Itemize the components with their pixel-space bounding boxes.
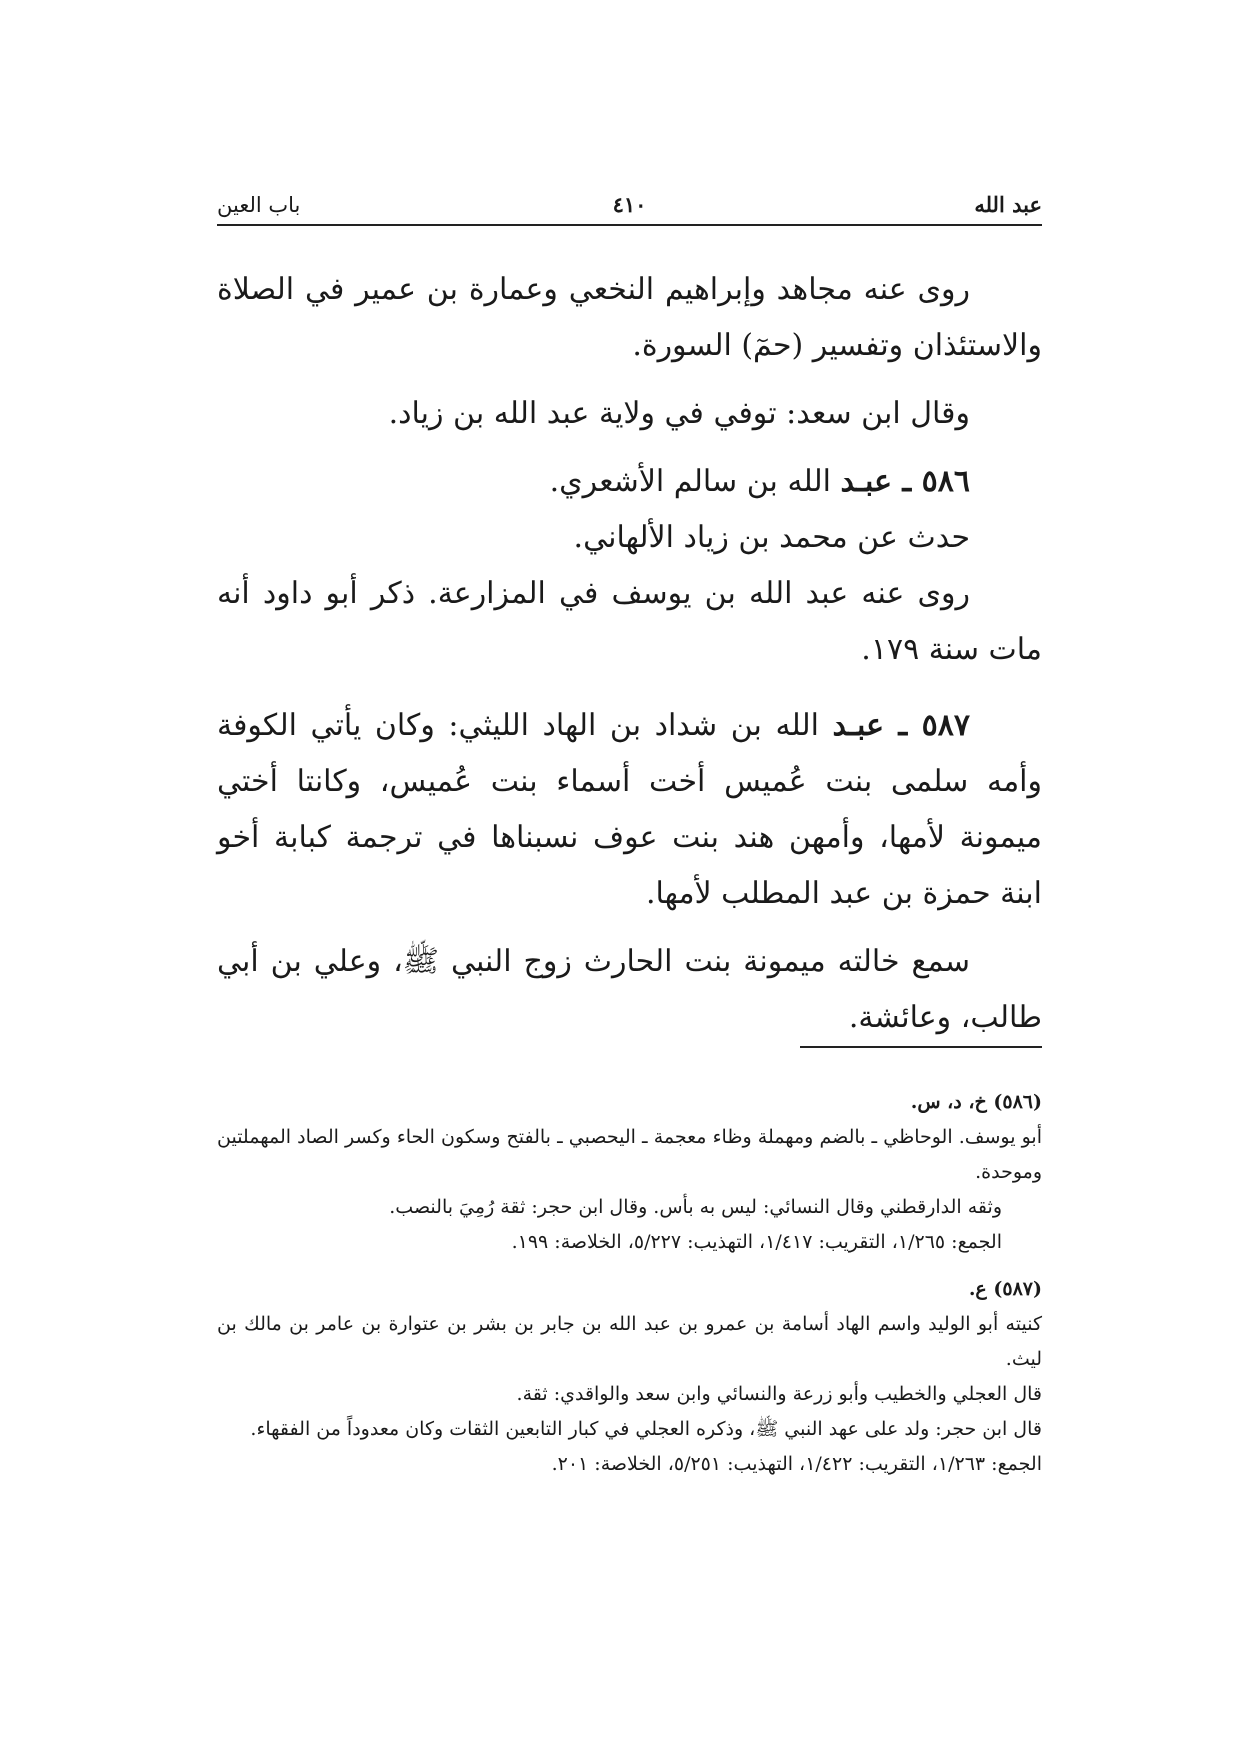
entry-586-number: ٥٨٦ ـ عبـد xyxy=(840,464,970,499)
footnote-separator xyxy=(800,1046,1042,1048)
entry-587-number: ٥٨٧ ـ عبـد xyxy=(832,708,971,743)
footnotes xyxy=(217,1085,1042,1482)
footnote-586-heading: (٥٨٦) خ، د، س. xyxy=(910,1091,1042,1113)
page-number: ٤١٠ xyxy=(612,192,647,217)
footnote-586-line-2: وثقه الدارقطني وقال النسائي: ليس به بأس. وقال ابن حجر: ثقة رُمِيَ بالنصب. xyxy=(389,1196,1002,1218)
footnote-587-line-2: قال العجلي والخطيب وأبو زرعة والنسائي وابن سعد والواقدي: ثقة. xyxy=(516,1383,1042,1405)
entry-587-line-2: سمع خالته ميمونة بنت الحارث زوج النبي ﷺ، وعلي بن أبي طالب، وعائشة. xyxy=(217,944,1042,1035)
header-chapter-title: باب العين xyxy=(217,193,301,217)
footnote-586-line-3: الجمع: ١/٢٦٥، التقريب: ١/٤١٧، التهذيب: ٥/٢٢٧، الخلاصة: ١٩٩. xyxy=(511,1231,1002,1253)
running-header xyxy=(217,190,1042,226)
main-text xyxy=(217,262,1042,1046)
entry-586-line-2: حدث عن محمد بن زياد الألهاني. xyxy=(573,520,970,555)
footnote-587-heading: (٥٨٧) ع. xyxy=(968,1278,1042,1300)
header-entry-name: عبد الله xyxy=(974,192,1042,217)
footnote-587-line-1: كنيته أبو الوليد واسم الهاد أسامة بن عمرو بن عبد الله بن جابر بن بشر بن عتوارة بن عامر بن مالك بن ليث. xyxy=(217,1313,1042,1370)
entry-586-name: الله بن سالم الأشعري. xyxy=(549,464,841,499)
footnote-586-line-1: أبو يوسف. الوحاظي ـ بالضم ومهملة وظاء معجمة ـ اليحصبي ـ بالفتح وسكون الحاء وكسر الصاد المهملتين وموحدة. xyxy=(217,1126,1042,1183)
entry-587-text: الله بن شداد بن الهاد الليثي: وكان يأتي الكوفة وأمه سلمى بنت عُميس أخت أسماء بنت عُميس، وكانتا أختي ميمونة لأمها، وأمهن هند بنت عوف نسبناها في ترجمة كبابة أخو ابنة حمزة بن عبد المطلب لأمها. xyxy=(217,708,1042,911)
footnote-587-line-3: قال ابن حجر: ولد على عهد النبي ﷺ، وذكره العجلي في كبار التابعين الثقات وكان معدوداً من الفقهاء. xyxy=(250,1418,1042,1440)
footnote-587-line-4: الجمع: ١/٢٦٣، التقريب: ١/٤٢٢، التهذيب: ٥/٢٥١، الخلاصة: ٢٠١. xyxy=(551,1453,1042,1475)
paragraph-narrators: روى عنه مجاهد وإبراهيم النخعي وعمارة بن عمير في الصلاة والاستئذان وتفسير (حمٓ) السورة. xyxy=(217,272,1042,363)
paragraph-ibn-saad: وقال ابن سعد: توفي في ولاية عبد الله بن زياد. xyxy=(388,396,970,431)
entry-587-paragraph xyxy=(217,698,1042,922)
entry-586-title xyxy=(217,454,1042,510)
entry-586-line-3: روى عنه عبد الله بن يوسف في المزارعة. ذكر أبو داود أنه مات سنة ١٧٩. xyxy=(217,576,1042,667)
